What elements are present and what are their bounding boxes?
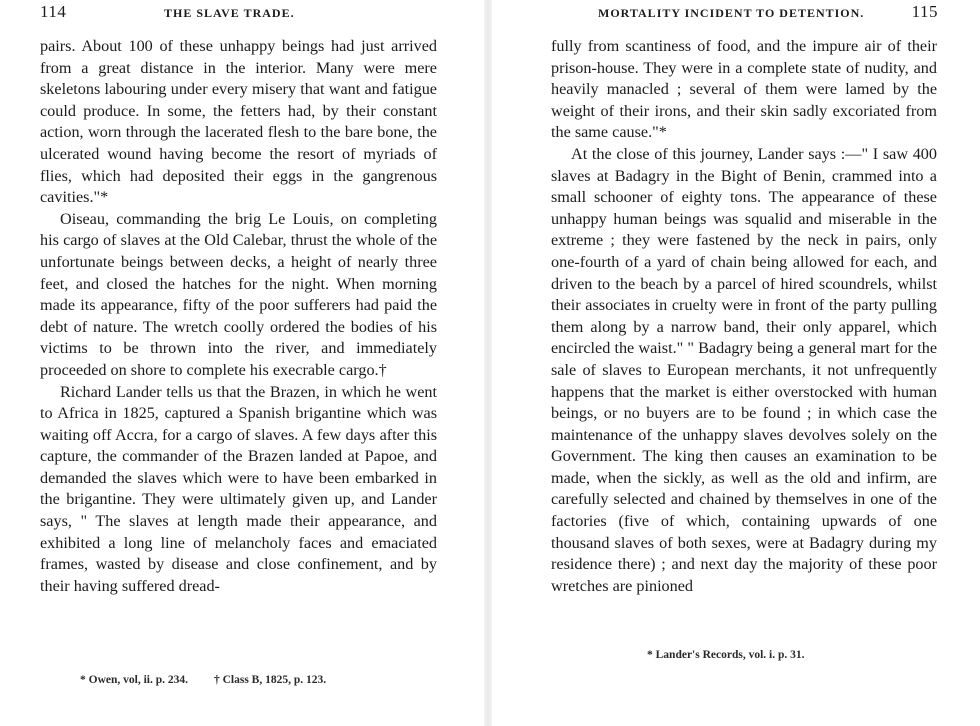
left-page-body: [40, 36, 437, 597]
right-page-body: [551, 36, 937, 597]
left-paragraph-2: Oiseau, commanding the brig Le Louis, on completing his cargo of slaves at the Old Calebar, thrust the whole of the unfortunate beings between decks, a height of nearly three feet, and closed the hatches for the night. When morning made its appearance, fifty of the poor sufferers had paid the debt of nature. The wretch coolly ordered the bodies of his victims to be thrown into the river, and immediately proceeded on shore to complete his execrable cargo.†: [40, 209, 437, 379]
right-page-number: 115: [911, 2, 938, 21]
left-footnote-2: † Class B, 1825, p. 123.: [213, 674, 327, 686]
right-running-head: MORTALITY INCIDENT TO DETENTION.: [598, 6, 865, 20]
left-page-header: [40, 2, 440, 24]
left-paragraph-1: pairs. About 100 of these unhappy beings had just arrived from a great distance in the interior. Many were mere skeletons labouring under every misery that want and fatigue could produce. In some, the fetters had, by their constant action, worn through the lacerated flesh to the bare bone, the ulcerated wound having become the resort of myriads of flies, which had deposited their eggs in the gangrenous cavities."*: [40, 37, 437, 207]
left-page-number: 114: [40, 2, 67, 21]
left-page: [0, 0, 484, 726]
right-footnote-1: * Lander's Records, vol. i. p. 31.: [647, 649, 805, 661]
left-footnote-1: * Owen, vol, ii. p. 234.: [80, 674, 188, 686]
book-gutter: [484, 0, 492, 726]
right-page: [492, 0, 980, 726]
right-footnotes: [647, 649, 805, 661]
right-paragraph-2: At the close of this journey, Lander says :—" I saw 400 slaves at Badagry in the Bight of Benin, crammed into a small schooner of eighty tons. The appearance of these unhappy human beings was squalid and miserable in the extreme ; they were fastened by the neck in pairs, only one-fourth of a yard of chain being allowed for each, and driven to the beach by a parcel of hired scoundrels, whilst their associates in cruelty were in front of the party pulling them along by a narrow band, their only apparel, which encircled the waist." " Badagry being a general mart for the sale of slaves to European merchants, it not unfrequently happens that the market is either overstocked with human beings, or no buyers are to be found ; in which case the maintenance of the unhappy slaves devolves solely on the Government. The king then causes an examination to be made, when the sickly, as well as the old and infirm, are carefully selected and chained by themselves in one of the factories (five of which, containing upwards of one thousand slaves of both sexes, were at Badagry during my residence there) ; and next day the majority of these poor wretches are pinioned: [551, 144, 937, 595]
right-page-header: [598, 2, 938, 24]
left-paragraph-3: Richard Lander tells us that the Brazen, in which he went to Africa in 1825, captured a Spanish brigantine which was waiting off Accra, for a cargo of slaves. A few days after this capture, the commander of the Brazen landed at Papoe, and demanded the slaves which were to have been embarked in the brigantine. They were ultimately given up, and Lander says, " The slaves at length made their appearance, and exhibited a long line of melancholy faces and emaciated frames, wasted by disease and close confinement, and by their having suffered dread-: [40, 382, 437, 595]
left-running-head: THE SLAVE TRADE.: [164, 6, 295, 20]
right-paragraph-1: fully from scantiness of food, and the impure air of their prison-house. They were in a complete state of nudity, and heavily manacled ; several of them were lamed by the weight of their irons, and their skin sadly excoriated from the same cause."*: [551, 37, 937, 142]
left-footnotes: [80, 674, 326, 686]
